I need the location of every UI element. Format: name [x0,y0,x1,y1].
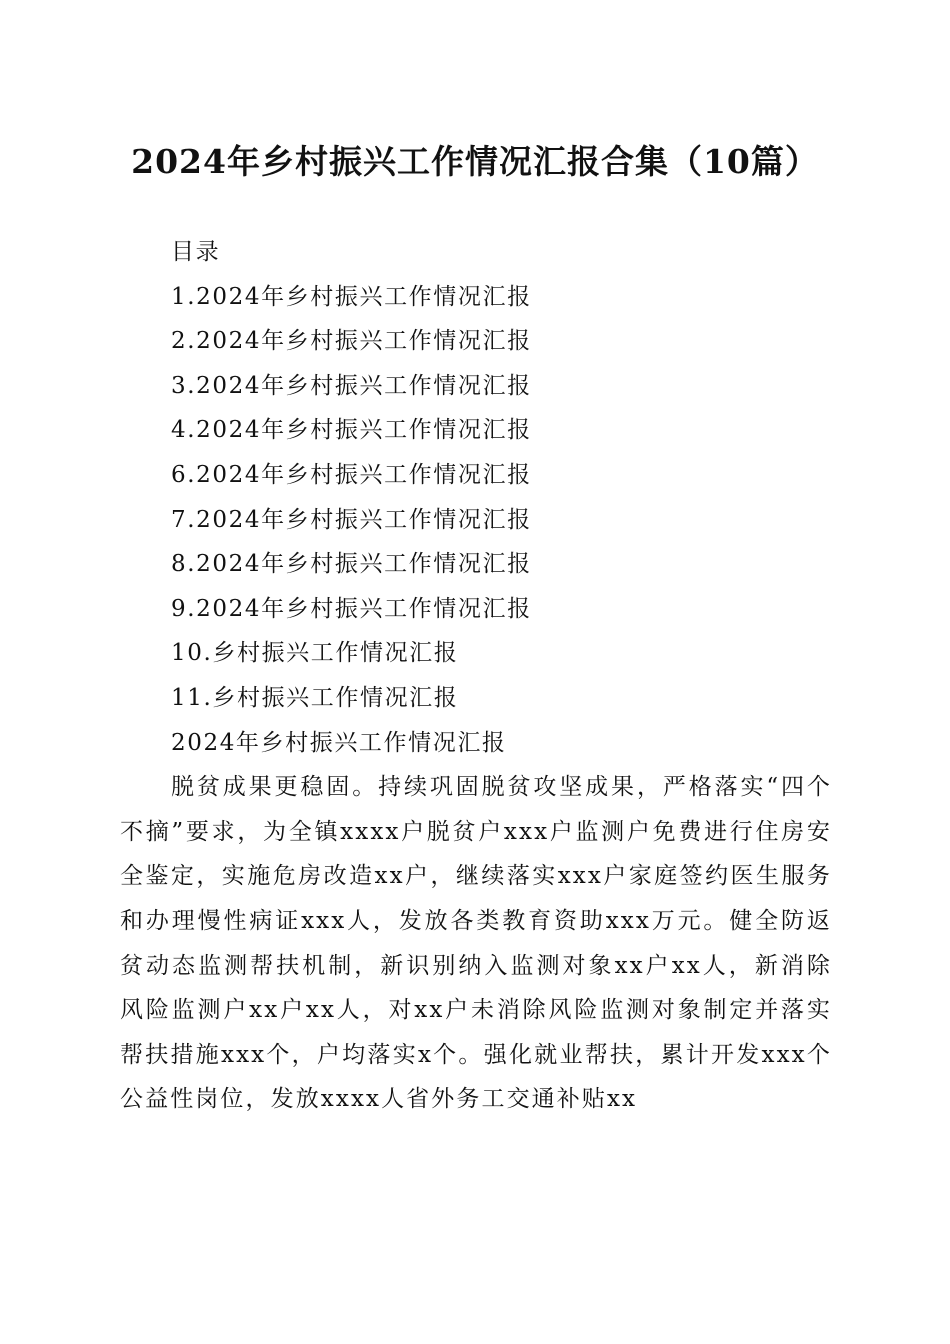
toc-item: 4.2024年乡村振兴工作情况汇报 [171,417,532,444]
document-body [120,230,832,1122]
body-paragraph: 脱贫成果更稳固。持续巩固脱贫攻坚成果，严格落实“四个不摘”要求，为全镇xxxx户脱贫户xxx户监测户免费进行住房安全鉴定，实施危房改造xx户，继续落实xxx户家庭签约医生服务和办理慢性病证xxx人，发放各类教育资助xxx万元。健全防返贫动态监测帮扶机制，新识别纳入监测对象xx户xx人，新消除风险监测户xx户xx人，对xx户未消除风险监测对象制定并落实帮扶措施xxx个，户均落实x个。强化就业帮扶，累计开发xxx个公益性岗位，发放xxxx人省外务工交通补贴xx [120,774,832,1113]
toc-item: 6.2024年乡村振兴工作情况汇报 [171,461,532,488]
section-heading: 2024年乡村振兴工作情况汇报 [171,729,507,756]
toc-item: 3.2024年乡村振兴工作情况汇报 [171,372,532,399]
document-title: 2024年乡村振兴工作情况汇报合集（10篇） [131,142,819,181]
toc-item: 11.乡村振兴工作情况汇报 [171,684,459,711]
toc-item: 1.2024年乡村振兴工作情况汇报 [171,283,532,310]
toc-item: 9.2024年乡村振兴工作情况汇报 [171,595,532,622]
toc-item: 8.2024年乡村振兴工作情况汇报 [171,551,532,578]
toc-item: 7.2024年乡村振兴工作情况汇报 [171,506,532,533]
toc-item: 10.乡村振兴工作情况汇报 [171,640,459,667]
toc-heading: 目录 [171,239,221,265]
toc-item: 2.2024年乡村振兴工作情况汇报 [171,328,532,355]
